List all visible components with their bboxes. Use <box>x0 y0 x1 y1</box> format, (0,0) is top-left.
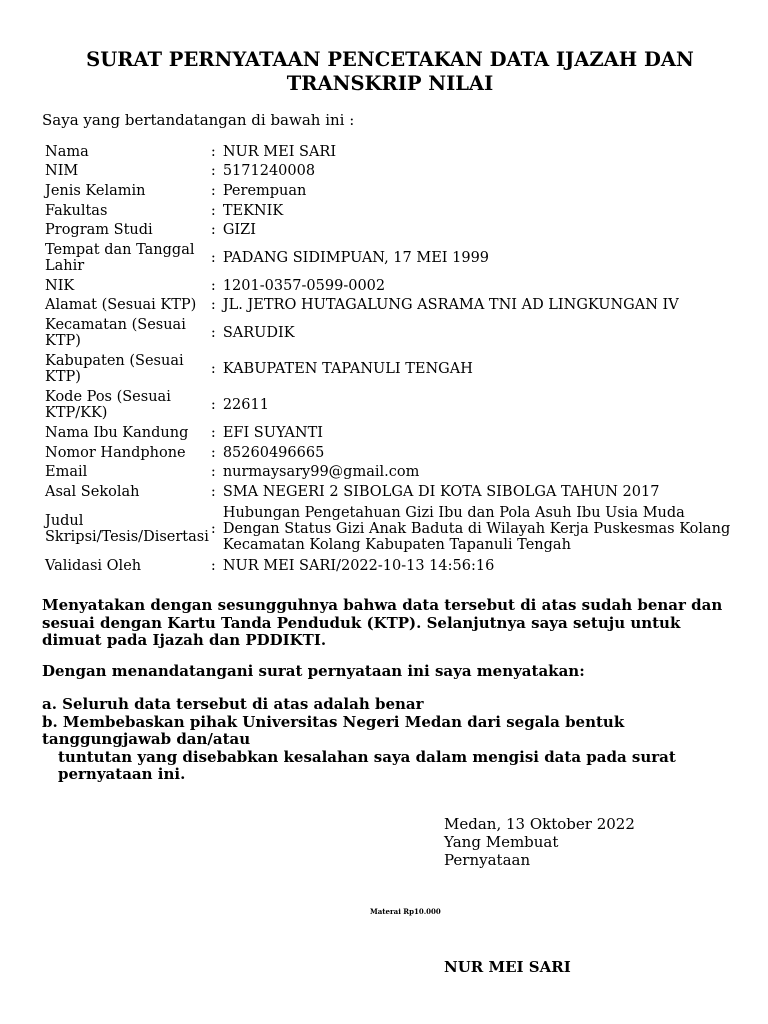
field-row-nama <box>45 142 741 162</box>
field-label: Jenis Kelamin <box>45 182 146 199</box>
field-row-program-studi <box>45 220 741 240</box>
field-label: Judul Skripsi/Tesis/Disertasi <box>45 513 209 546</box>
field-row-alamat <box>45 296 741 316</box>
field-row-nama-ibu <box>45 423 741 443</box>
field-value: : 5171240008 <box>210 163 316 180</box>
field-value: : PADANG SIDIMPUAN, 17 MEI 1999 <box>210 249 490 266</box>
field-value: : EFI SUYANTI <box>210 424 323 441</box>
stamp-note: Materai Rp10.000 <box>370 907 441 916</box>
title-line-2: TRANSKRIP NILAI <box>286 72 494 95</box>
field-row-validasi <box>45 557 741 577</box>
point-b-line-1: b. Membebaskan pihak Universitas Negeri Medan dari segala bentuk tanggungjawab dan/atau <box>42 712 625 748</box>
field-label: Asal Sekolah <box>45 483 140 500</box>
field-label: Program Studi <box>45 222 153 239</box>
signature-block <box>444 815 635 869</box>
field-row-asal-sekolah <box>45 482 741 502</box>
field-row-tempat-tanggal-lahir <box>45 240 741 276</box>
field-value: : Perempuan <box>210 182 307 199</box>
declaration-intro: Dengan menandatangani surat pernyataan ini saya menyatakan: <box>42 662 585 680</box>
point-a: a. Seluruh data tersebut di atas adalah benar <box>42 695 424 713</box>
identity-table <box>45 142 741 576</box>
field-row-kode-pos <box>45 387 741 423</box>
field-value: : NUR MEI SARI <box>210 143 337 160</box>
declaration-points <box>42 696 742 784</box>
field-label: Validasi Oleh <box>45 558 142 575</box>
field-row-fakultas <box>45 201 741 221</box>
signer-name: NUR MEI SARI <box>444 958 571 976</box>
maker-label-line-2: Pernyataan <box>444 851 531 869</box>
field-value: : GIZI <box>210 222 256 239</box>
field-label: Email <box>45 464 88 481</box>
field-value: : Hubungan Pengetahuan Gizi Ibu dan Pola Asuh Ibu Usia Muda Dengan Status Gizi Anak Baduta di Wilayah Kerja Puskesmas Kolang Kecamatan Kolang Kabupaten Tapanuli Tengah <box>210 505 731 554</box>
field-label: Tempat dan Tanggal Lahir <box>45 241 195 274</box>
field-value: : 1201-0357-0599-0002 <box>210 277 386 294</box>
field-row-kabupaten <box>45 351 741 387</box>
field-label: NIK <box>45 277 75 294</box>
field-label: Kode Pos (Sesuai KTP/KK) <box>45 389 171 422</box>
field-row-nik <box>45 276 741 296</box>
field-value: : SMA NEGERI 2 SIBOLGA DI KOTA SIBOLGA TAHUN 2017 <box>210 483 660 500</box>
field-value: : TEKNIK <box>210 202 284 219</box>
field-label: Nama <box>45 143 89 160</box>
intro-text: Saya yang bertandatangan di bawah ini : <box>42 111 355 129</box>
field-value: : 85260496665 <box>210 444 325 461</box>
field-label: Nama Ibu Kandung <box>45 424 189 441</box>
field-value: : NUR MEI SARI/2022-10-13 14:56:16 <box>210 558 495 575</box>
field-label: Fakultas <box>45 202 108 219</box>
field-label: Kabupaten (Sesuai KTP) <box>45 353 184 386</box>
field-label: NIM <box>45 163 79 180</box>
statement-paragraph: Menyatakan dengan sesungguhnya bahwa data tersebut di atas sudah benar dan sesuai dengan Kartu Tanda Penduduk (KTP). Selanjutnya saya setuju untuk dimuat pada Ijazah dan PDDIKTI. <box>42 596 723 649</box>
field-value: : JL. JETRO HUTAGALUNG ASRAMA TNI AD LINGKUNGAN IV <box>210 297 679 314</box>
maker-label-line-1: Yang Membuat <box>444 833 559 851</box>
page-title <box>40 48 740 96</box>
field-row-handphone <box>45 443 741 463</box>
field-label: Alamat (Sesuai KTP) <box>45 297 197 314</box>
field-row-jenis-kelamin <box>45 181 741 201</box>
field-label: Kecamatan (Sesuai KTP) <box>45 317 186 350</box>
field-row-kecamatan <box>45 315 741 351</box>
field-row-email <box>45 462 741 482</box>
field-value: : SARUDIK <box>210 325 295 342</box>
field-value: : 22611 <box>210 397 269 414</box>
field-value: : KABUPATEN TAPANULI TENGAH <box>210 361 473 378</box>
point-b-line-2: tuntutan yang disebabkan kesalahan saya dalam mengisi data pada surat pernyataan ini. <box>58 747 676 783</box>
place-date: Medan, 13 Oktober 2022 <box>444 815 635 833</box>
field-row-nim <box>45 162 741 182</box>
field-row-judul <box>45 502 741 557</box>
field-label: Nomor Handphone <box>45 444 186 461</box>
title-line-1: SURAT PERNYATAAN PENCETAKAN DATA IJAZAH DAN <box>86 48 694 71</box>
field-value: : nurmaysary99@gmail.com <box>210 464 420 481</box>
